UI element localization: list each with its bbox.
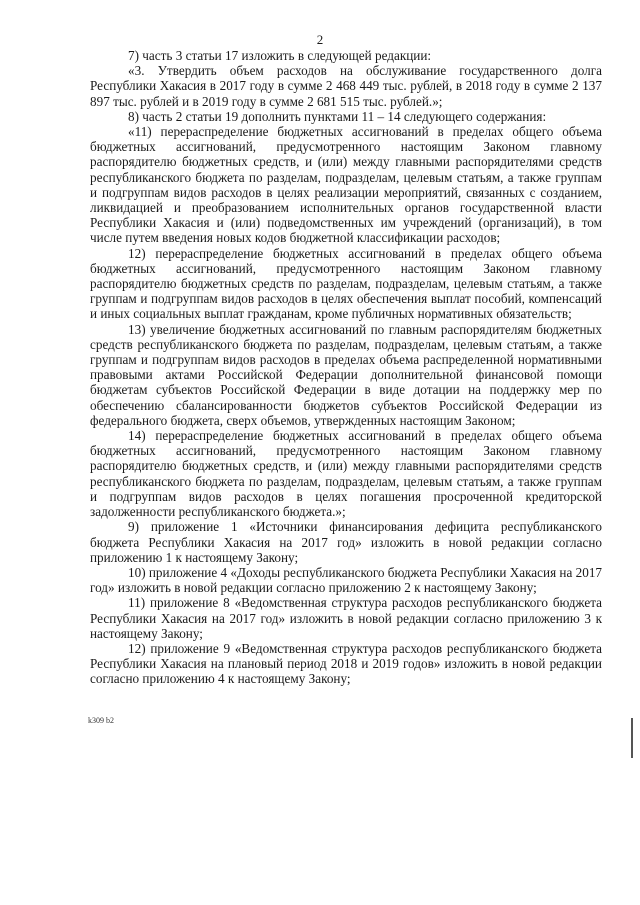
paragraph-item-7: 7) часть 3 статьи 17 изложить в следующей редакции: — [128, 48, 432, 63]
paragraph-point-13: 13) увеличение бюджетных ассигнований по главным распорядителям бюджетных средств республиканского бюджета по разделам, подразделам, целевым статьям, а также группам и подгруппам видов расходов в пределах объема распределенной нормативными правовыми актами Российской Федерации дополнительной финансовой помощи бюджетам субъектов Российской Федерации в виде дотации на поддержку мер по обеспечению сбалансированности бюджетов субъектов Российской Федерации из федерального бюджета, сверх объемов, утвержденных настоящим Законом; — [90, 321, 602, 428]
paragraph-item-11: 11) приложение 8 «Ведомственная структура расходов республиканского бюджета Республики Хакасия на 2017 год» изложить в новой редакции согласно приложению 3 к настоящему Закону; — [90, 595, 602, 641]
paragraph-part-3-amendment: «3. Утвердить объем расходов на обслуживание государственного долга Республики Хакасия в 2017 году в сумме 2 468 449 тыс. рублей, в 2018 году в сумме 2 137 897 тыс. рублей и в 2019 году в сумме 2 681 515 тыс. рублей.»; — [90, 63, 602, 109]
document-code: k309 b2 — [88, 716, 114, 725]
scan-edge-mark — [631, 718, 633, 758]
paragraph-point-14: 14) перераспределение бюджетных ассигнований в пределах общего объема бюджетных ассигнований, предусмотренного настоящим Законом главному распорядителю бюджетных средств, и (или) между главными распорядителями средств республиканского бюджета по разделам, подразделам, целевым статьям, а также группам и подгруппам видов расходов в целях погашения просроченной кредиторской задолженности республиканского бюджета.»; — [90, 428, 602, 520]
page-number: 2 — [316, 32, 324, 47]
paragraph-point-12: 12) перераспределение бюджетных ассигнований в пределах общего объема бюджетных ассигнований, предусмотренного настоящим Законом главному распорядителю бюджетных средств по разделам, подразделам, целевым статьям, а также группам и подгруппам видов расходов в целях обеспечения выплат пособий, компенсаций и иных социальных выплат гражданам, кроме публичных нормативных обязательств; — [90, 245, 602, 322]
paragraph-point-11: «11) перераспределение бюджетных ассигнований в пределах общего объема бюджетных ассигнований, предусмотренного настоящим Законом главному распорядителю бюджетных средств, и (или) между главными распорядителями средств республиканского бюджета по разделам, подразделам, целевым статьям, а также группам и подгруппам видов расходов в целях реализации мероприятий, связанных с созданием, ликвидацией и преобразованием исполнительных органов государственной власти Республики Хакасия и (или) подведомственных им учреждений (организаций), в том числе путем введения новых кодов бюджетной классификации расходов; — [90, 124, 602, 246]
paragraph-item-8: 8) часть 2 статьи 19 дополнить пунктами 11 – 14 следующего содержания: — [128, 108, 547, 124]
paragraph-item-9: 9) приложение 1 «Источники финансирования дефицита республиканского бюджета Республики Хакасия на 2017 год» изложить в новой редакции согласно приложению 1 к настоящему Закону; — [90, 519, 602, 565]
paragraph-item-12: 12) приложение 9 «Ведомственная структура расходов республиканского бюджета Республики Хакасия на плановый период 2018 и 2019 годов» изложить в новой редакции согласно приложению 4 к настоящему Закону; — [90, 640, 602, 687]
paragraph-item-10: 10) приложение 4 «Доходы республиканского бюджета Республики Хакасия на 2017 год» изложить в новой редакции согласно приложению 2 к настоящему Закону; — [90, 564, 603, 596]
document-body — [90, 48, 602, 687]
